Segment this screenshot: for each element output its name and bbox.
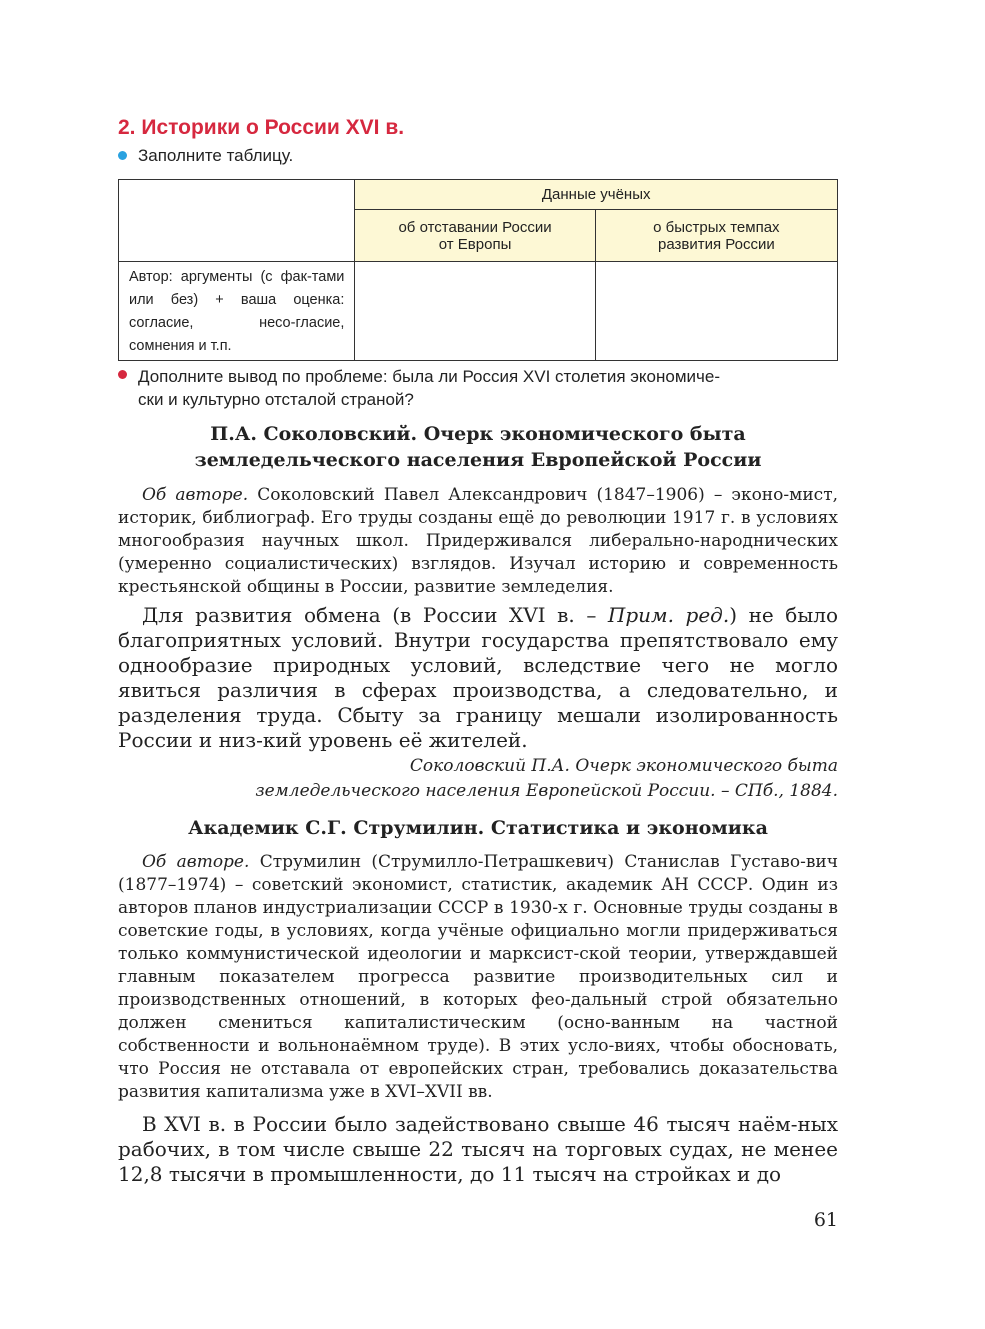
task-text-line: ски и культурно отсталой страной? xyxy=(138,390,414,409)
heading-line: земледельческого населения Европейской России xyxy=(194,449,762,471)
table-col-header-lag xyxy=(355,210,595,262)
col-header-line: от Европы xyxy=(438,235,512,253)
about-label: Об авторе. xyxy=(142,852,250,872)
table-group-header: Данные учёных xyxy=(355,180,838,210)
table-row-label: Автор: аргументы (с фак-тами или без) + ваша оценка: согласие, несо-гласие, сомнения и т.п. xyxy=(119,262,355,361)
about-text: Соколовский Павел Александрович (1847–1906) – эконо-мист, историк, библиограф. Его труды созданы ещё до революции 1917 г. в условиях многообразия научных школ. Придерживался либерально-народнических (умеренно социалистических) взглядов. Изучал историю и современность крестьянской общины в России, развитие земледелия. xyxy=(118,485,839,597)
task-text: Заполните таблицу. xyxy=(138,146,294,165)
strumilin-about xyxy=(118,851,838,1104)
task-conclusion xyxy=(138,365,720,411)
col-header-line: о быстрых темпах xyxy=(653,218,780,236)
about-label: Об авторе. xyxy=(142,485,249,505)
strumilin-quote: В XVI в. в России было задействовано свыше 46 тысяч наём-ных рабочих, в том числе свыше 22 тысяч на торговых судах, не менее 12,8 тысячи в промышленности, до 11 тысяч на стройках и до xyxy=(118,1112,838,1186)
table-answer-cell-fast[interactable] xyxy=(595,262,837,361)
sokolovsky-about xyxy=(118,484,838,599)
section-title: 2. Историки о России XVI в. xyxy=(118,116,405,139)
col-header-line: развития России xyxy=(657,235,775,253)
task-fill-table xyxy=(138,146,293,166)
table-corner-cell[interactable] xyxy=(119,180,355,262)
quote-text: ) не было благоприятных условий. Внутри государства препятствовало ему однообразие природных условий, вследствие чего не могло явиться различия в сферах производства, а следовательно, и разделения труда. Сбыту за границу мешали изолированность России и низ-кий уровень её жителей. xyxy=(118,603,839,752)
editor-note: Прим. ред. xyxy=(607,603,730,627)
about-text: Струмилин (Струмилло-Петрашкевич) Станислав Густаво-вич (1877–1974) – советский экономист, статистик, академик АН СССР. Один из авторов планов индустриализации СССР в 1930-х г. Основные труды созданы в советские годы, в условиях, когда учёные официально могли придерживаться только коммунистической идеологии и марксист-ской теории, утверждавшей главным показателем прогресса развитие производительных сил и производственных отношений, в которых фео-дальный строй обязательно должен смениться капиталистическим (осно-ванным на частной собственности и вольнонаёмном труде). В этих усло-виях, чтобы обосновать, что Россия не отставала от европейских стран, требовались доказательства развития капитализма уже в XVI–XVII вв. xyxy=(118,852,838,1102)
table-col-header-fast xyxy=(595,210,837,262)
sokolovsky-heading xyxy=(118,421,838,473)
table-answer-cell-lag[interactable] xyxy=(355,262,595,361)
heading-line: П.А. Соколовский. Очерк экономического быта xyxy=(210,423,746,445)
red-bullet-icon xyxy=(118,370,127,379)
quote-text: Для развития обмена (в России XVI в. – xyxy=(142,603,608,627)
page-number: 61 xyxy=(813,1209,838,1231)
scholars-table xyxy=(118,179,838,361)
sokolovsky-source xyxy=(118,754,838,804)
source-line: Соколовский П.А. Очерк экономического быта xyxy=(409,756,838,776)
blue-bullet-icon xyxy=(118,151,127,160)
col-header-line: об отставании России xyxy=(398,218,552,236)
strumilin-heading: Академик С.Г. Струмилин. Статистика и экономика xyxy=(188,817,768,839)
source-line: земледельческого населения Европейской России. – СПб., 1884. xyxy=(255,781,838,801)
sokolovsky-quote xyxy=(118,603,838,753)
task-text-line: Дополните вывод по проблеме: была ли Россия XVI столетия экономиче- xyxy=(138,367,721,386)
